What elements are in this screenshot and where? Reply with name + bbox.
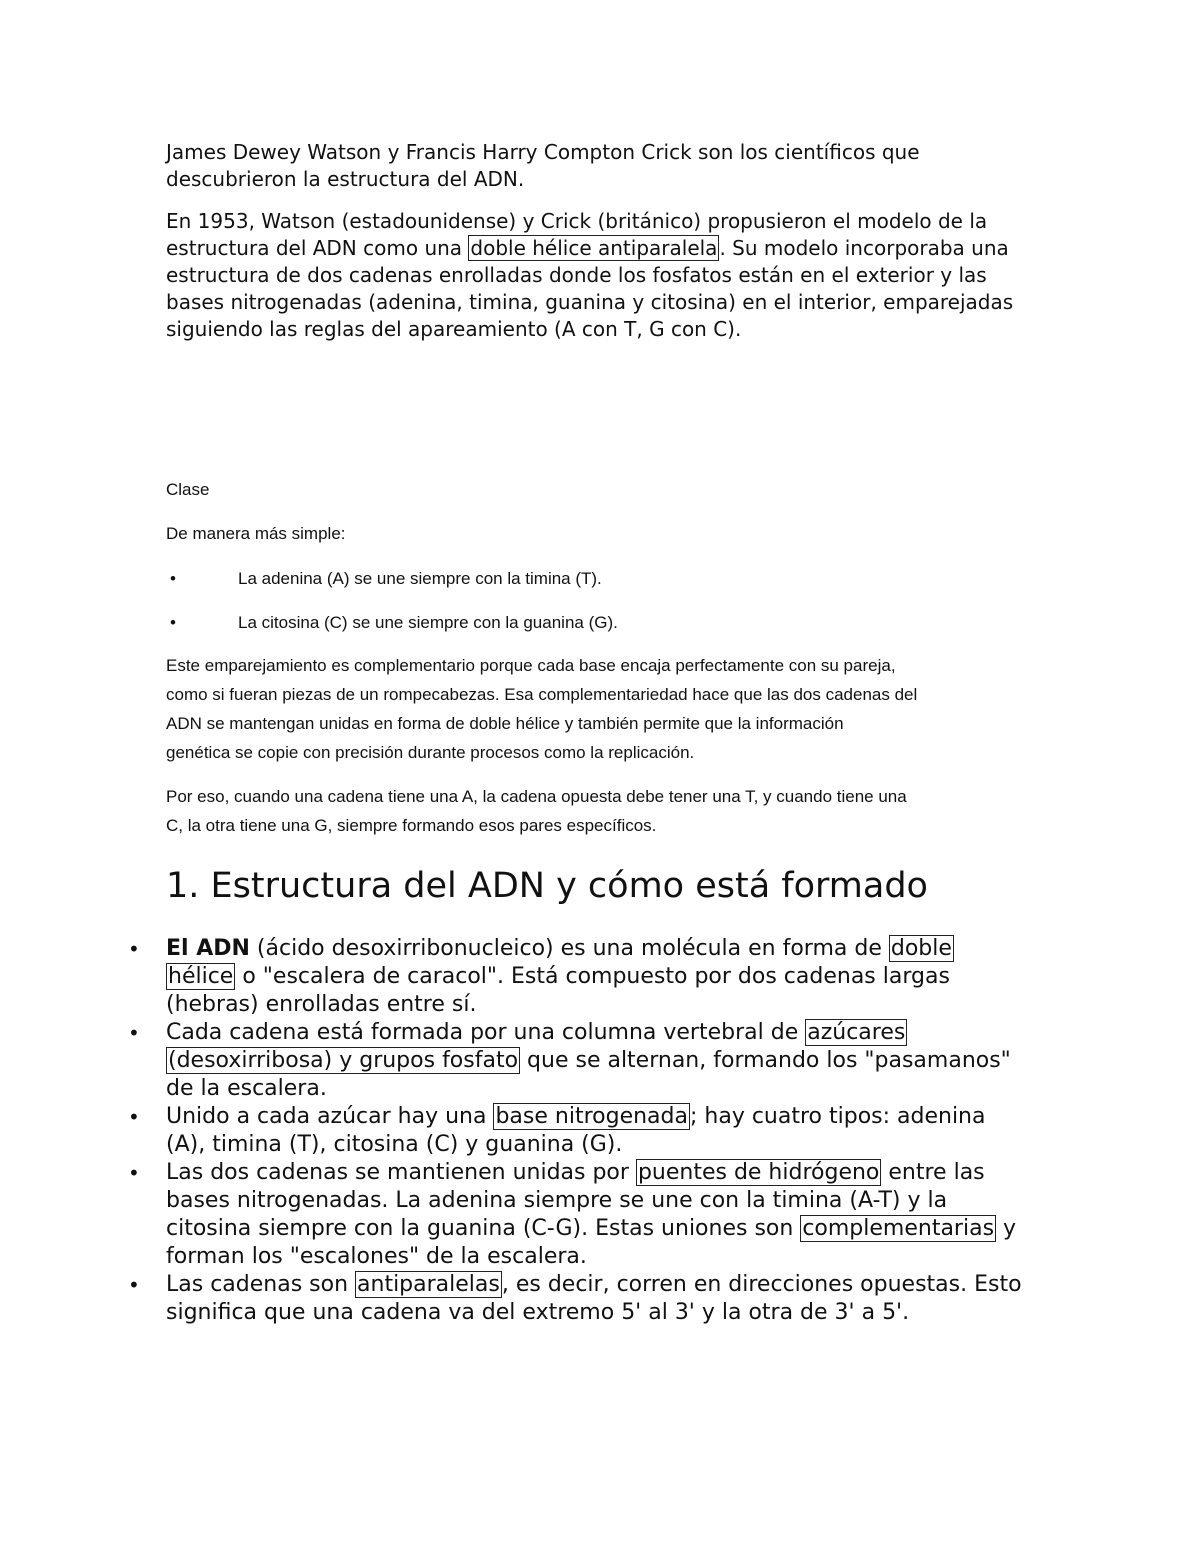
text: Las dos cadenas se mantienen unidas por <box>166 1160 636 1185</box>
intro-text-1: James Dewey Watson y Francis Harry Compton Crick son los científicos que descubrieron la estructura del ADN. <box>166 140 920 191</box>
bullet-icon: • <box>170 569 176 588</box>
text: y forman los "escalones" de la escalera. <box>166 1216 1017 1269</box>
para-line: Este emparejamiento es complementario porque cada base encaja perfectamente con su pareja, <box>166 656 896 675</box>
pairing-list <box>166 568 618 656</box>
clase-label: Clase <box>166 480 210 499</box>
text: , es decir, corren en direcciones opuestas. Esto significa que una cadena va del extremo 5' al 3' y la otra de 3' a 5'. <box>166 1272 1022 1325</box>
boxed-term: complementarias <box>802 1216 995 1241</box>
bullet-icon: • <box>170 613 176 632</box>
list-item <box>166 568 618 612</box>
bullet-icon: • <box>128 1021 140 1045</box>
boxed-term: doble <box>890 936 952 961</box>
section-heading: 1. Estructura del ADN y cómo está formado <box>166 866 928 906</box>
text: ; hay cuatro tipos: adenina (A), timina (T), citosina (C) y guanina (G). <box>166 1104 986 1157</box>
list-item <box>128 935 1028 1019</box>
intro-paragraph-1 <box>166 139 1046 193</box>
bullet-icon: • <box>128 1105 140 1129</box>
list-item <box>166 612 618 656</box>
boxed-term: base nitrogenada <box>495 1104 688 1129</box>
bold-term: El ADN <box>166 936 250 961</box>
para-line: como si fueran piezas de un rompecabezas. Esa complementariedad hace que las dos cadenas del <box>166 685 918 704</box>
list-item-text: La citosina (C) se une siempre con la guanina (G). <box>238 613 618 632</box>
boxed-term: antiparalelas <box>357 1272 500 1297</box>
structure-list <box>128 935 1028 1327</box>
text: (ácido desoxirribonucleico) es una molécula en forma de <box>249 936 889 961</box>
bullet-icon: • <box>128 1273 140 1297</box>
list-item <box>128 1271 1028 1327</box>
text: Unido a cada azúcar hay una <box>166 1104 494 1129</box>
para-line: Por eso, cuando una cadena tiene una A, la cadena opuesta debe tener una T, y cuando tiene una <box>166 787 907 806</box>
intro-text-2a: En 1953, Watson (estadounidense) y Crick (británico) propusieron el modelo de la estructura del ADN como una <box>166 209 988 260</box>
para-line: genética se copie con precisión durante procesos como la replicación. <box>166 743 695 762</box>
bullet-icon: • <box>128 937 140 961</box>
text: Cada cadena está formada por una columna vertebral de <box>166 1020 806 1045</box>
list-item <box>128 1103 1028 1159</box>
text: que se alternan, formando los "pasamanos" de la escalera. <box>166 1048 1011 1101</box>
bullet-icon: • <box>128 1161 140 1185</box>
boxed-term: hélice <box>168 964 234 989</box>
list-item-text: La adenina (A) se une siempre con la timina (T). <box>238 569 602 588</box>
boxed-term: (desoxirribosa) y grupos fosfato <box>168 1048 519 1073</box>
intro-paragraph-2 <box>166 208 1046 343</box>
boxed-term: puentes de hidrógeno <box>637 1160 880 1185</box>
list-item <box>128 1159 1028 1271</box>
simple-label: De manera más simple: <box>166 524 346 543</box>
para-line: ADN se mantengan unidas en forma de doble hélice y también permite que la información <box>166 714 844 733</box>
text: Las cadenas son <box>166 1272 356 1297</box>
boxed-term-doble-helice: doble hélice antiparalela <box>470 236 718 260</box>
list-item <box>128 1019 1028 1103</box>
intro-text-2b: . Su modelo incorporaba una estructura de dos cadenas enrolladas donde los fosfatos están en el exterior y las bases nitrogenadas (adenina, timina, guanina y citosina) en el interior, emparejadas siguiendo las reglas del apareamiento (A con T, G con C). <box>166 236 1014 341</box>
boxed-term: azúcares <box>807 1020 906 1045</box>
text: entre las bases nitrogenadas. La adenina siempre se une con la timina (A-T) y la citosina siempre con la guanina (C-G). Estas uniones son <box>166 1160 985 1241</box>
text: o "escalera de caracol". Está compuesto por dos cadenas largas (hebras) enrolladas entre sí. <box>166 964 950 1017</box>
para-line: C, la otra tiene una G, siempre formando esos pares específicos. <box>166 816 657 835</box>
